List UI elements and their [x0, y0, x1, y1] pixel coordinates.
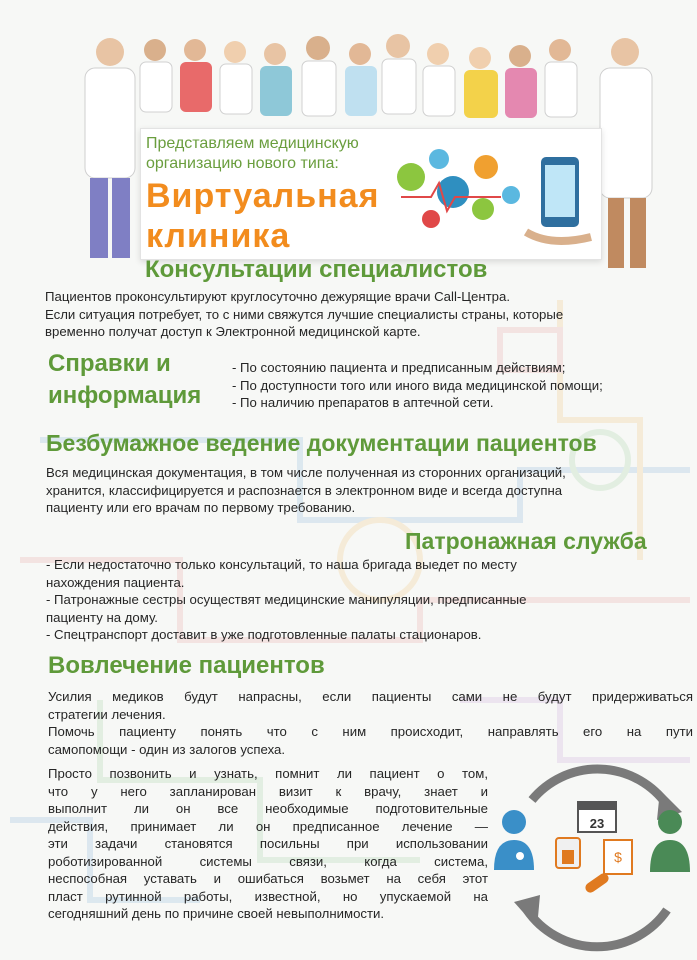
calendar-day: 23	[589, 816, 605, 831]
info-list	[232, 359, 697, 412]
doctor-figure	[505, 45, 537, 118]
doctor-figure	[382, 34, 416, 114]
info-item: - По наличию препаратов в аптечной сети.	[232, 395, 494, 410]
patronage-item-1-line-2: нахождения пациента.	[46, 574, 185, 590]
medication-icons	[556, 838, 632, 895]
engagement-para-3-line: действия, принимает ли он предписанное лечение —	[48, 818, 488, 834]
medical-icons-cluster	[391, 137, 596, 255]
virtual-clinic-banner	[140, 128, 602, 260]
doctor-figure	[345, 43, 377, 116]
doctor-figure	[545, 39, 577, 117]
patronage-heading: Патронажная служба	[405, 528, 647, 554]
engagement-para-2-line-2: самопомощи - один из залогов успеха.	[48, 741, 286, 757]
consult-line-3: временно получат доступ к Электронной медицинской карте.	[45, 324, 421, 339]
info-item: - По состоянию пациента и предписанным действиям;	[232, 360, 566, 375]
doctor-figure	[220, 41, 252, 114]
engagement-para-3-line: выполнит ли он все необходимые подготовительные	[48, 801, 488, 816]
engagement-para-3-line: неспособная уставать и ошибаться возьмет на себя этот	[48, 871, 488, 886]
paperless-heading: Безбумажное ведение документации пациентов	[46, 430, 597, 456]
nurse-icon	[650, 810, 690, 872]
info-heading-line-1: Справки и	[48, 350, 171, 377]
engagement-heading: Вовлечение пациентов	[48, 652, 325, 679]
doctor-icon	[494, 810, 534, 870]
engagement-para-3-line: Просто позвонить и узнать, помнит ли пациент о том,	[48, 766, 488, 781]
engagement-para-1-line-2: стратегии лечения.	[48, 706, 166, 722]
svg-text:$: $	[614, 849, 622, 865]
patronage-item-3-line-1: - Спецтранспорт доставит в уже подготовленные палаты стационаров.	[46, 627, 482, 642]
doctor-figure	[140, 39, 172, 112]
engagement-para-3-line: роботизированной системы связи, когда система,	[48, 853, 488, 869]
doctor-figure	[180, 39, 212, 112]
paperless-line-1: Вся медицинская документация, в том числе полученная из сторонних организаций,	[46, 465, 566, 480]
consult-text	[45, 288, 695, 341]
banner-intro-line-2: организацию нового типа:	[146, 155, 339, 172]
patronage-item-2-line-1: - Патронажные сестры осуществят медицинские манипуляции, предписанные	[46, 592, 527, 607]
patronage-item-1-line-1: - Если недостаточно только консультаций, то наша бригада выедет по месту	[46, 557, 517, 572]
info-item: - По доступности того или иного вида медицинской помощи;	[232, 377, 603, 393]
doctor-figure	[302, 36, 336, 116]
engagement-intro	[48, 688, 693, 758]
engagement-para-3	[48, 765, 488, 923]
doctor-figure	[600, 38, 652, 268]
doctor-figure	[85, 38, 135, 258]
doctor-figure	[464, 47, 498, 118]
doctor-figure	[260, 43, 292, 116]
calendar-icon	[578, 802, 616, 832]
consult-line-2: Если ситуация потребует, то с ними свяжутся лучшие специалисты страны, которые	[45, 306, 564, 322]
doctor-figure	[423, 43, 455, 116]
engagement-para-2-line-1: Помочь пациенту понять что с ним происходит, направлять его на пути	[48, 724, 693, 739]
banner-title-line-1: Виртуальная	[146, 177, 380, 215]
engagement-para-3-line: пласт рутинной работы, известной, но упускаемой на	[48, 888, 488, 904]
patient-doctor-cycle-illustration	[492, 760, 697, 955]
engagement-para-1-line-1: Усилия медиков будут напрасны, если пациенты сами не будут придерживаться	[48, 689, 693, 704]
patronage-item-2-line-2: пациенту на дому.	[46, 609, 158, 625]
paperless-text	[46, 464, 696, 517]
consult-heading: Консультации специалистов	[145, 256, 488, 283]
banner-intro-line-1: Представляем медицинскую	[146, 135, 359, 152]
consult-line-1: Пациентов проконсультируют круглосуточно дежурящие врачи Call-Центра.	[45, 289, 511, 304]
patronage-list	[46, 556, 696, 644]
paperless-line-3: пациенту или его врачам по первому требованию.	[46, 500, 356, 515]
info-heading-line-2: информация	[48, 382, 202, 409]
engagement-para-3-line: эти задачи становятся посильны при использовании	[48, 836, 488, 851]
engagement-para-3-line: сегодняшний день по причине своей невыполнимости.	[48, 906, 385, 921]
paperless-line-2: хранится, классифицируется и распознается в электронном виде и всегда доступна	[46, 482, 563, 498]
engagement-para-3-line: что у него запланирован визит к врачу, знает и	[48, 783, 488, 799]
banner-title-line-2: клиника	[146, 217, 291, 255]
